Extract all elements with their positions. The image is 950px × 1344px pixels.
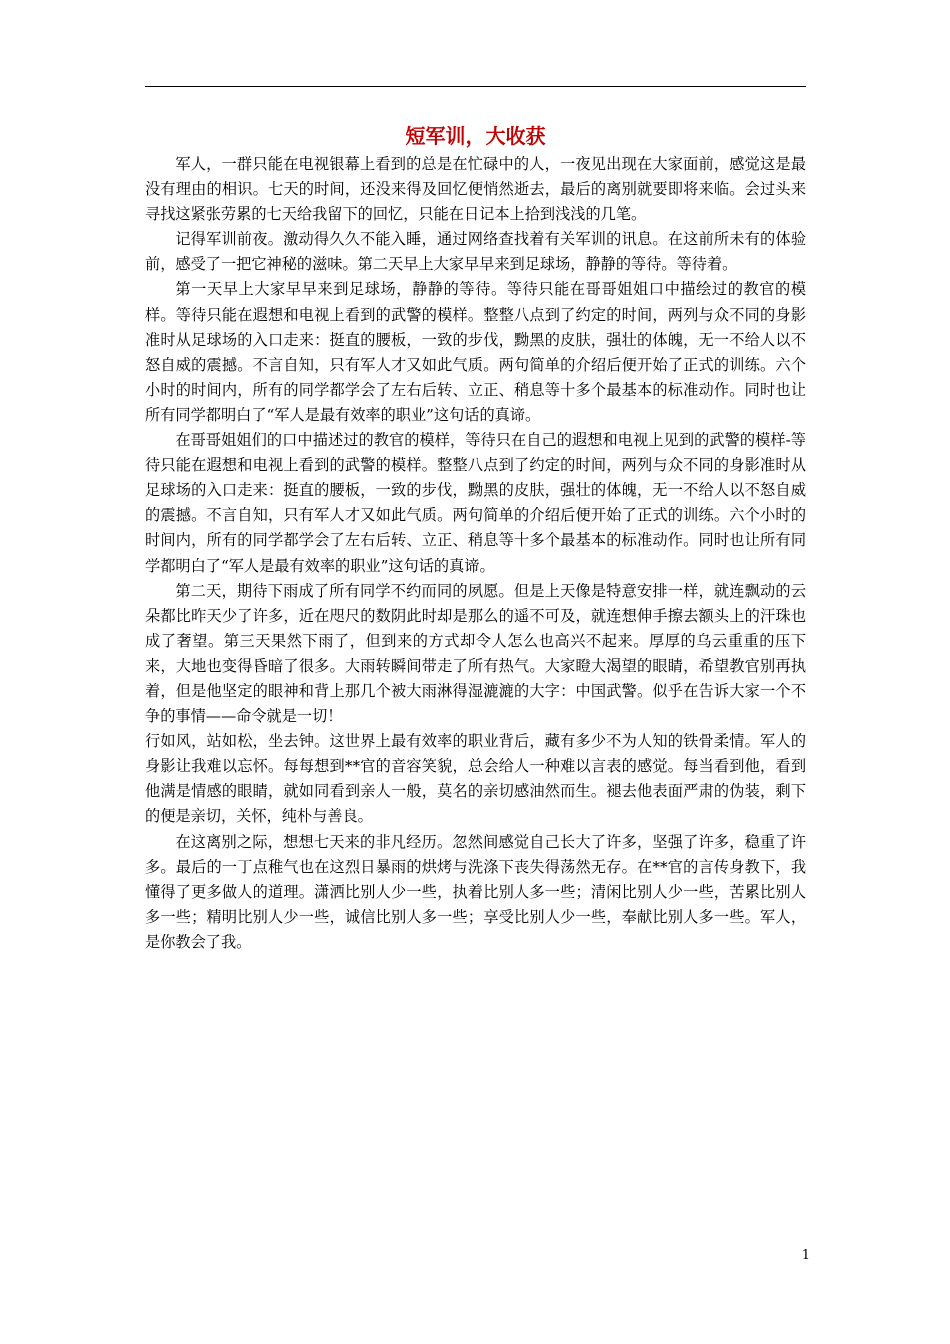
page-number: 1 [801, 1248, 810, 1263]
document-title: 短军训，大收获 [405, 124, 546, 148]
paragraph-7: 在这离别之际，想想七天来的非凡经历。忽然间感觉自己长大了许多，坚强了许多，稳重了许多。最后的一丁点稚气也在这烈日暴雨的烘烤与洗涤下丧失得荡然无存。在**官的言传身教下，我懂得了更多做人的道理。潇洒比别人少一些，执着比别人多一些；清闲比别人少一些，苦累比别人多一些；精明比别人少一些，诚信比别人多一些；享受比别人少一些，奉献比别人多一些。军人，是你教会了我。 [145, 832, 806, 951]
document-body [145, 152, 806, 955]
paragraph-1: 军人，一群只能在电视银幕上看到的总是在忙碌中的人，一夜见出现在大家面前，感觉这是最没有理由的相识。七天的时间，还没来得及回忆便悄然逝去，最后的离别就要即将来临。会过头来寻找这紧张劳累的七天给我留下的回忆，只能在日记本上拾到浅浅的几笔。 [145, 155, 806, 224]
paragraph-4: 在哥哥姐姐们的口中描述过的教官的模样，等待只在自己的遐想和电视上见到的武警的模样-等待只能在遐想和电视上看到的武警的模样。整整八点到了约定的时间，两列与众不同的身影准时从足球场的入口走来：挺直的腰板，一致的步伐，黝黑的皮肤，强壮的体魄，无一不给人以不怒自威的震撼。不言自知，只有军人才又如此气质。两句简单的介绍后便开始了正式的训练。六个小时的时间内，所有的同学都学会了左右后转、立正、稍息等十多个最基本的标准动作。同时也让所有同学都明白了“军人是最有效率的职业”这句话的真谛。 [145, 431, 806, 575]
paragraph-2: 记得军训前夜。激动得久久不能入睡，通过网络查找着有关军训的讯息。在这前所未有的体验前，感受了一把它神秘的滋味。第二天早上大家早早来到足球场，静静的等待。等待着。 [145, 230, 806, 274]
header-rule [145, 86, 806, 87]
paragraph-3: 第一天早上大家早早来到足球场，静静的等待。等待只能在哥哥姐姐口中描绘过的教官的模样。等待只能在遐想和电视上看到的武警的模样。整整八点到了约定的时间，两列与众不同的身影准时从足球场的入口走来：挺直的腰板，一致的步伐，黝黑的皮肤，强壮的体魄，无一不给人以不怒自威的震撼。不言自知，只有军人才又如此气质。两句简单的介绍后便开始了正式的训练。六个小时的时间内，所有的同学都学会了左右后转、立正、稍息等十多个最基本的标准动作。同时也让所有同学都明白了“军人是最有效率的职业”这句话的真谛。 [145, 280, 806, 424]
paragraph-6: 行如风，站如松，坐去钟。这世界上最有效率的职业背后，藏有多少不为人知的铁骨柔情。军人的身影让我难以忘怀。每每想到**官的音容笑貌，总会给人一种难以言表的感觉。每当看到他，看到他满是情感的眼睛，就如同看到亲人一般，莫名的亲切感油然而生。褪去他表面严肃的伪装，剩下的便是亲切，关怀，纯朴与善良。 [145, 732, 806, 826]
paragraph-5: 第二天，期待下雨成了所有同学不约而同的夙愿。但是上天像是特意安排一样，就连飘动的云朵都比昨天少了许多，近在咫尺的数阴此时却是那么的遥不可及，就连想伸手擦去额头上的汗珠也成了奢望。第三天果然下雨了，但到来的方式却令人怎么也高兴不起来。厚厚的乌云重重的压下来，大地也变得昏暗了很多。大雨转瞬间带走了所有热气。大家瞪大渴望的眼睛，希望教官别再执着，但是他坚定的眼神和背上那几个被大雨淋得湿漉漉的大字：中国武警。似乎在告诉大家一个不争的事情——命令就是一切！ [145, 581, 806, 726]
